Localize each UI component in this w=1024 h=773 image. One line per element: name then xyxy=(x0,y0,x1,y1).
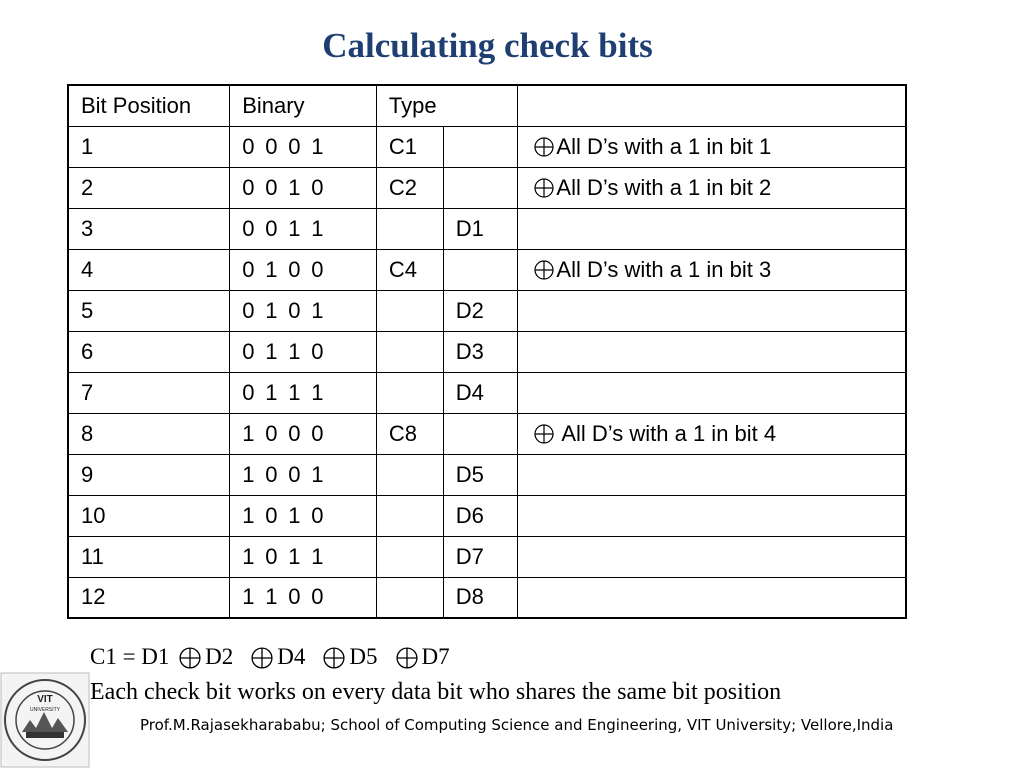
binary-digit: 0 xyxy=(242,133,255,159)
binary-digit: 0 xyxy=(288,133,301,159)
rule-cell xyxy=(518,331,906,372)
svg-text:UNIVERSITY: UNIVERSITY xyxy=(29,707,61,713)
table-row xyxy=(68,536,906,577)
xor-icon xyxy=(179,647,201,669)
data-bit-cell xyxy=(443,167,518,208)
check-bit-cell: C1 xyxy=(376,126,443,167)
check-bit-cell xyxy=(376,495,443,536)
binary-digit: 0 xyxy=(311,584,324,610)
binary-digit: 1 xyxy=(311,133,324,159)
check-bit-cell: C4 xyxy=(376,249,443,290)
binary-digit: 0 xyxy=(288,297,301,323)
rule-text: All D’s with a 1 in bit 4 xyxy=(556,420,777,446)
data-bit-cell: D7 xyxy=(443,536,518,577)
binary-digit: 1 xyxy=(288,379,301,405)
binary-digit: 1 xyxy=(265,338,278,364)
binary-digit: 1 xyxy=(242,420,255,446)
binary-digit: 0 xyxy=(242,215,255,241)
bit-position-cell: 3 xyxy=(68,208,230,249)
binary-digit: 1 xyxy=(311,297,324,323)
data-bit-cell xyxy=(443,126,518,167)
table-row xyxy=(68,249,906,290)
binary-digit: 0 xyxy=(265,174,278,200)
binary-digit: 0 xyxy=(242,174,255,200)
footer-credit: Prof.M.Rajasekharababu; School of Computing Science and Engineering, VIT University; Vellore,India xyxy=(140,716,894,734)
binary-digit: 0 xyxy=(242,379,255,405)
check-bit-cell xyxy=(376,536,443,577)
binary-digit: 0 xyxy=(242,297,255,323)
bit-position-cell: 4 xyxy=(68,249,230,290)
data-bit-cell: D1 xyxy=(443,208,518,249)
header-type: Type xyxy=(376,85,518,126)
binary-digit: 0 xyxy=(311,338,324,364)
check-bits-table xyxy=(67,84,907,619)
binary-digit: 0 xyxy=(288,256,301,282)
bit-position-cell: 9 xyxy=(68,454,230,495)
binary-digit: 1 xyxy=(242,584,255,610)
formula-term: D7 xyxy=(421,644,450,669)
bit-position-cell: 1 xyxy=(68,126,230,167)
xor-icon xyxy=(534,260,554,280)
binary-digit: 1 xyxy=(288,502,301,528)
rule-text: All D’s with a 1 in bit 2 xyxy=(556,174,772,200)
xor-icon xyxy=(251,647,273,669)
binary-cell xyxy=(230,495,377,536)
binary-cell xyxy=(230,577,377,618)
data-bit-cell: D3 xyxy=(443,331,518,372)
check-bit-cell: C2 xyxy=(376,167,443,208)
table-row xyxy=(68,167,906,208)
check-bit-cell xyxy=(376,577,443,618)
binary-digit: 1 xyxy=(311,543,324,569)
binary-digit: 1 xyxy=(265,584,278,610)
binary-digit: 0 xyxy=(311,502,324,528)
data-bit-cell: D8 xyxy=(443,577,518,618)
binary-cell xyxy=(230,331,377,372)
table-row xyxy=(68,290,906,331)
binary-digit: 1 xyxy=(288,338,301,364)
rule-text: All D’s with a 1 in bit 3 xyxy=(556,256,772,282)
check-bit-cell xyxy=(376,331,443,372)
binary-digit: 1 xyxy=(242,461,255,487)
binary-digit: 0 xyxy=(242,338,255,364)
check-bit-cell xyxy=(376,372,443,413)
header-rule xyxy=(518,85,906,126)
binary-digit: 1 xyxy=(242,543,255,569)
bit-position-cell: 8 xyxy=(68,413,230,454)
formula-term: D5 xyxy=(349,644,378,669)
binary-digit: 1 xyxy=(265,297,278,323)
binary-cell xyxy=(230,126,377,167)
vit-university-logo xyxy=(0,672,90,768)
binary-cell xyxy=(230,536,377,577)
binary-digit: 0 xyxy=(265,215,278,241)
binary-digit: 0 xyxy=(288,420,301,446)
formula-lhs: C1 = D1 xyxy=(90,644,170,669)
binary-digit: 1 xyxy=(311,461,324,487)
binary-cell xyxy=(230,208,377,249)
table-row xyxy=(68,495,906,536)
binary-digit: 1 xyxy=(265,379,278,405)
data-bit-cell xyxy=(443,413,518,454)
table-row xyxy=(68,331,906,372)
rule-cell xyxy=(518,454,906,495)
check-bit-cell xyxy=(376,290,443,331)
rule-cell xyxy=(518,372,906,413)
binary-digit: 0 xyxy=(311,420,324,446)
binary-digit: 0 xyxy=(288,461,301,487)
table-row xyxy=(68,577,906,618)
table-row xyxy=(68,208,906,249)
binary-digit: 0 xyxy=(265,133,278,159)
formula-term: D2 xyxy=(205,644,234,669)
binary-digit: 1 xyxy=(288,215,301,241)
rule-cell xyxy=(518,249,906,290)
table-row xyxy=(68,413,906,454)
binary-digit: 0 xyxy=(265,543,278,569)
rule-cell xyxy=(518,413,906,454)
data-bit-cell: D4 xyxy=(443,372,518,413)
binary-digit: 0 xyxy=(242,256,255,282)
rule-cell xyxy=(518,167,906,208)
data-bit-cell: D6 xyxy=(443,495,518,536)
rule-cell xyxy=(518,495,906,536)
rule-cell xyxy=(518,577,906,618)
check-bit-formula xyxy=(90,644,464,670)
bit-position-cell: 10 xyxy=(68,495,230,536)
explanation-note: Each check bit works on every data bit who shares the same bit position xyxy=(90,679,782,705)
binary-cell xyxy=(230,454,377,495)
binary-digit: 1 xyxy=(288,174,301,200)
binary-digit: 1 xyxy=(242,502,255,528)
check-bit-cell: C8 xyxy=(376,413,443,454)
check-bit-cell xyxy=(376,208,443,249)
data-bit-cell xyxy=(443,249,518,290)
page-title: Calculating check bits xyxy=(322,26,653,65)
binary-digit: 0 xyxy=(265,461,278,487)
binary-digit: 0 xyxy=(311,256,324,282)
bit-position-cell: 2 xyxy=(68,167,230,208)
data-bit-cell: D5 xyxy=(443,454,518,495)
binary-digit: 0 xyxy=(311,174,324,200)
binary-cell xyxy=(230,167,377,208)
bit-position-cell: 5 xyxy=(68,290,230,331)
rule-text: All D’s with a 1 in bit 1 xyxy=(556,133,772,159)
bit-position-cell: 12 xyxy=(68,577,230,618)
xor-icon xyxy=(534,178,554,198)
xor-icon xyxy=(396,647,418,669)
table-row xyxy=(68,454,906,495)
rule-cell xyxy=(518,536,906,577)
binary-cell xyxy=(230,249,377,290)
rule-cell xyxy=(518,208,906,249)
binary-digit: 1 xyxy=(265,256,278,282)
table-header-row xyxy=(68,85,906,126)
binary-cell xyxy=(230,290,377,331)
xor-icon xyxy=(323,647,345,669)
binary-digit: 1 xyxy=(311,215,324,241)
binary-cell xyxy=(230,413,377,454)
binary-digit: 1 xyxy=(311,379,324,405)
svg-text:VIT: VIT xyxy=(37,694,53,705)
rule-cell xyxy=(518,290,906,331)
bit-position-cell: 6 xyxy=(68,331,230,372)
binary-digit: 1 xyxy=(288,543,301,569)
binary-digit: 0 xyxy=(288,584,301,610)
rule-cell xyxy=(518,126,906,167)
binary-cell xyxy=(230,372,377,413)
header-bit-position: Bit Position xyxy=(68,85,230,126)
table-row xyxy=(68,372,906,413)
binary-digit: 0 xyxy=(265,502,278,528)
bit-position-cell: 7 xyxy=(68,372,230,413)
binary-digit: 0 xyxy=(265,420,278,446)
formula-term: D4 xyxy=(277,644,306,669)
table-row xyxy=(68,126,906,167)
xor-icon xyxy=(534,424,554,444)
xor-icon xyxy=(534,137,554,157)
bit-position-cell: 11 xyxy=(68,536,230,577)
header-binary: Binary xyxy=(230,85,377,126)
data-bit-cell: D2 xyxy=(443,290,518,331)
check-bit-cell xyxy=(376,454,443,495)
